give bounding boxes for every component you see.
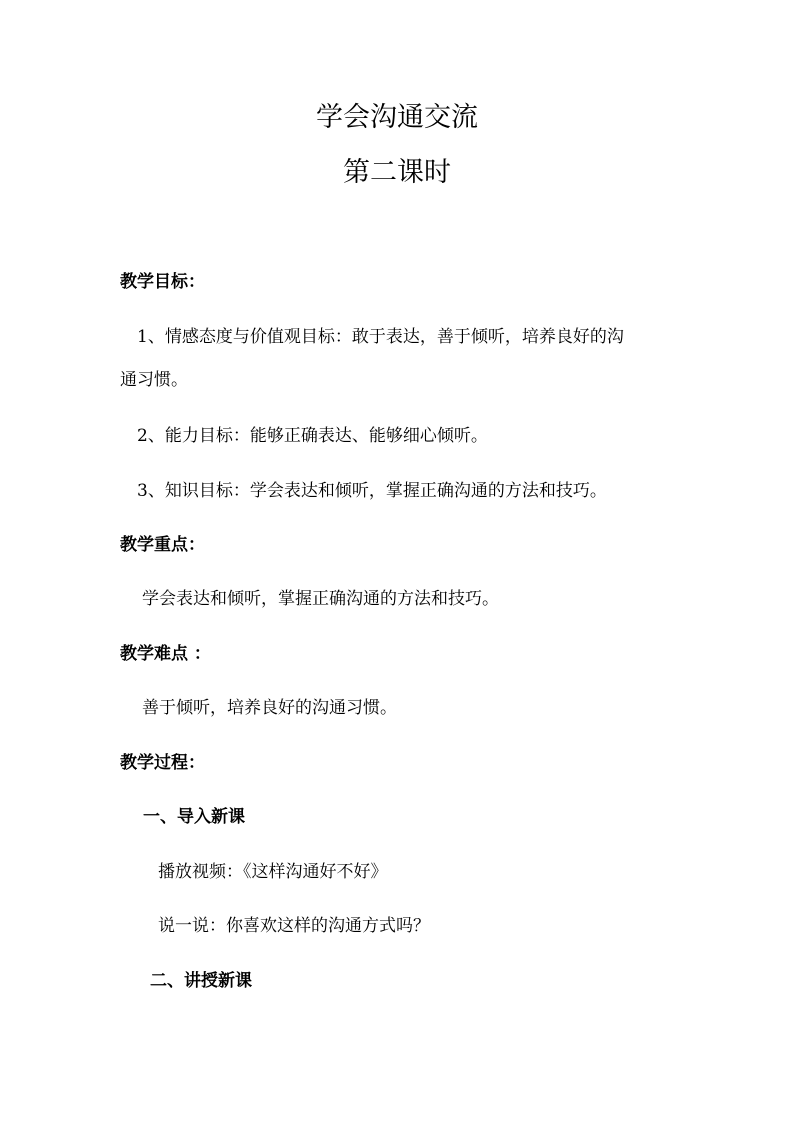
- document-title: 学会沟通交流: [316, 102, 478, 133]
- process-heading: 教学过程：: [120, 753, 205, 773]
- section-1-item-1: 播放视频：《这样沟通好不好》: [158, 862, 388, 882]
- difficulties-heading: 教学难点 ：: [120, 644, 211, 664]
- section-2-heading: 二、讲授新课: [150, 971, 252, 991]
- document-subtitle: 第二课时: [343, 157, 451, 188]
- section-1-item-2: 说一说：你喜欢这样的沟通方式吗？: [158, 916, 430, 936]
- objectives-heading: 教学目标：: [120, 272, 205, 292]
- objective-1-line-2: 通习惯。: [120, 370, 188, 390]
- objective-3: 3、知识目标：学会表达和倾听，掌握正确沟通的方法和技巧。: [137, 481, 607, 501]
- key-points-heading: 教学重点：: [120, 535, 205, 555]
- objective-1-line-1: 1、情感态度与价值观目标：敢于表达，善于倾听，培养良好的沟: [137, 327, 624, 347]
- key-points-text: 学会表达和倾听，掌握正确沟通的方法和技巧。: [142, 589, 499, 609]
- objective-2: 2、能力目标：能够正确表达、能够细心倾听。: [137, 426, 488, 446]
- difficulties-text: 善于倾听，培养良好的沟通习惯。: [142, 698, 397, 718]
- section-1-heading: 一、导入新课: [143, 807, 245, 827]
